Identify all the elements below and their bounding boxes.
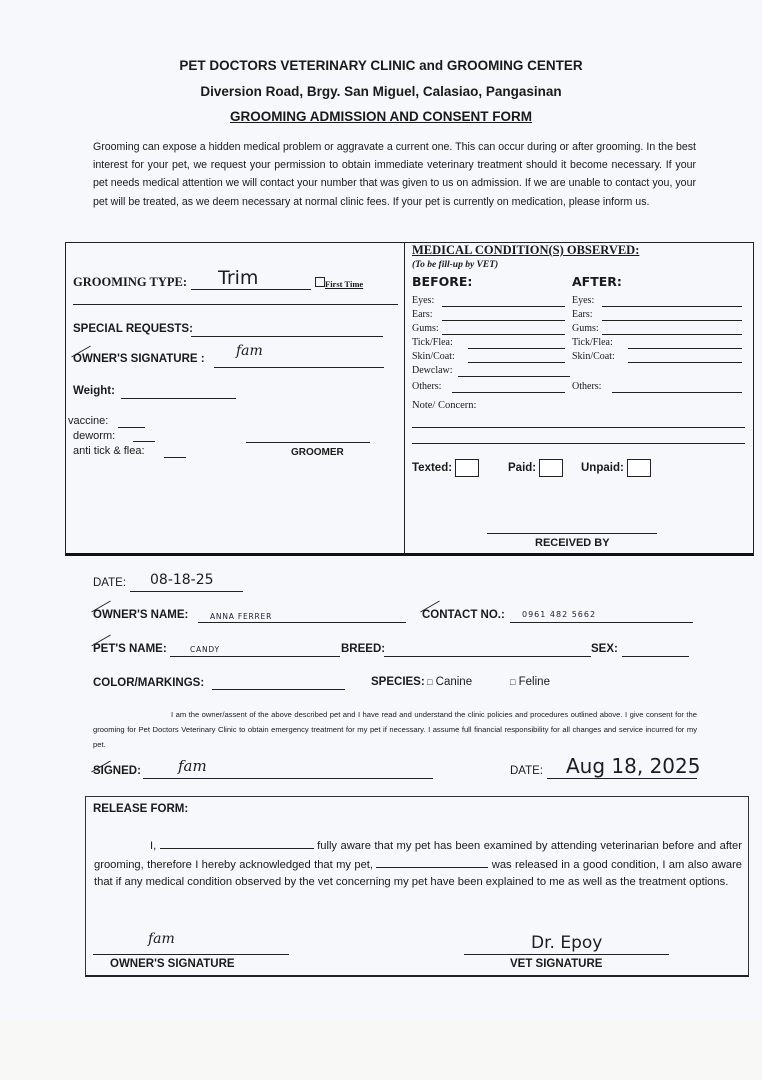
vet-signature-value: Dr. Epoy [531,933,603,953]
medical-section [404,242,754,556]
after-item-label: Skin/Coat: [572,351,615,362]
first-time-checkbox[interactable] [315,277,325,287]
sex-field[interactable] [622,656,689,657]
texted-label: Texted: [412,462,453,475]
release-text-2: fully aware that my pet has been examined by attending veterinarian before and after grooming, therefore I hereby acknowledged that my pet, [94,840,742,871]
date-label: DATE: [93,577,127,589]
before-item-label: Ears: [412,309,433,320]
after-item-label: Tick/Flea: [572,337,613,348]
contact-label: CONTACT NO.: [422,609,505,621]
after-item-field[interactable] [602,320,742,321]
before-item-label: Skin/Coat: [412,351,455,362]
before-item-field[interactable] [468,348,565,349]
before-heading: BEFORE: [412,274,473,289]
first-time-option[interactable] [315,277,363,289]
pet-name-label: PET'S NAME: [93,643,167,655]
before-item-field[interactable] [458,376,570,377]
vaccine-label: vaccine: [68,415,109,427]
sex-label: SEX: [591,643,618,655]
special-requests-label: SPECIAL REQUESTS: [73,323,193,335]
signed-field[interactable] [143,778,433,779]
special-requests-field[interactable] [191,336,383,337]
after-item-field[interactable] [612,392,742,393]
consent-date-field[interactable] [547,778,697,779]
owner-name-label: OWNER'S NAME: [93,609,189,621]
before-item-field[interactable] [452,392,565,393]
species-label: SPECIES: [371,676,425,688]
before-item-field[interactable] [442,334,565,335]
before-item-label: Dewclaw: [412,365,453,376]
owner-signature-label: OWNER'S SIGNATURE : [73,353,205,365]
contact-field[interactable] [510,622,693,623]
medical-title: MEDICAL CONDITION(S) OBSERVED: [412,243,640,257]
after-item-field[interactable] [628,348,742,349]
unpaid-option[interactable] [581,459,651,477]
deworm-label: deworm: [73,430,116,442]
pet-name-field[interactable] [170,656,340,657]
before-item-field[interactable] [442,306,565,307]
owner-name-field[interactable] [198,622,406,623]
breed-field[interactable] [384,656,591,657]
consent-date-value: Aug 18, 2025 [566,754,701,778]
signed-label: SIGNED: [93,765,141,777]
release-text-3: was released in a good condition, I am also aware that if any medical condition observed by the vet concerning my pet have been explained to me as well as the treatment options. [94,858,743,888]
intro-paragraph: Grooming can expose a hidden medical problem or aggravate a current one. This can occur during or after grooming. In the best interest for your pet, we request your permission to obtain immediate veterinary treatment should it become necessary. If your pet needs medical attention we will contact your number that was given to us on admission. If we are unable to contact you, your pet will be treated, as we deem necessary at normal clinic fees. If your pet is currently on medication, please inform us. [93,141,696,208]
date-value: 08-18-25 [150,572,214,588]
vaccine-field[interactable] [118,427,145,428]
anti-tick-flea-field[interactable] [164,457,186,458]
clinic-address: Diversion Road, Brgy. San Miguel, Calasiao, Pangasinan [200,84,562,99]
vet-signature-line[interactable] [464,954,669,955]
medical-subtitle: (To be fill-up by VET) [412,260,499,270]
signed-value: fam [178,757,207,775]
species-canine-option[interactable] [427,676,472,688]
species-feline-option[interactable] [510,676,550,688]
release-title: RELEASE FORM: [93,803,189,815]
before-item-label: Eyes: [412,295,435,306]
after-item-label: Gums: [572,323,599,334]
texted-option[interactable] [412,459,479,477]
unpaid-checkbox[interactable] [627,459,651,477]
release-pet-name-field[interactable] [376,856,488,868]
form-title: GROOMING ADMISSION AND CONSENT FORM [230,109,532,124]
feline-label: Feline [518,676,550,688]
deworm-field[interactable] [133,441,155,442]
grooming-type-value: Trim [218,267,259,289]
consent-date-label: DATE: [510,765,544,777]
anti-tick-flea-label: anti tick & flea: [73,445,145,457]
before-item-field[interactable] [468,362,565,363]
after-item-field[interactable] [602,334,742,335]
release-owner-signature-value: fam [148,931,175,947]
contact-value: 0961 482 5662 [522,610,597,619]
received-by-line[interactable] [487,533,657,534]
release-owner-signature-line[interactable] [93,954,289,955]
owner-signature-field[interactable] [214,367,384,368]
after-item-label: Others: [572,381,602,392]
paid-checkbox[interactable] [539,459,563,477]
after-item-label: Ears: [572,309,593,320]
grooming-extra-line [73,304,398,305]
color-markings-label: COLOR/MARKINGS: [93,677,205,689]
owner-signature-caption: OWNER'S SIGNATURE [110,958,235,970]
weight-field[interactable] [121,398,236,399]
grooming-type-field[interactable] [191,289,311,290]
unpaid-label: Unpaid: [581,462,624,475]
release-form-section [85,796,749,977]
breed-label: BREED: [341,643,386,655]
page-background [0,1020,762,1080]
clinic-name: PET DOCTORS VETERINARY CLINIC and GROOMING CENTER [179,58,583,73]
owner-name-value: ANNA FERRER [210,612,273,621]
after-item-label: Eyes: [572,295,595,306]
consent-text: I am the owner/assent of the above described pet and I have read and understand the clinic policies and procedures outlined above. I give consent for the grooming for Pet Doctors Veterinary Clinic to obtain emergency treatment for my pet if necessary. I assume full financial responsibility for all changes and service incurred for my pet. [93,710,697,749]
vet-signature-caption: VET SIGNATURE [510,958,603,970]
before-item-label: Others: [412,381,442,392]
note-line-2[interactable] [412,443,745,444]
canine-label: Canine [435,676,473,688]
after-item-field[interactable] [628,362,742,363]
note-concern-label: Note/ Concern: [412,400,477,411]
before-item-label: Gums: [412,323,439,334]
date-field[interactable] [130,591,243,592]
release-text-1: I, [150,840,157,852]
after-item-field[interactable] [602,306,742,307]
release-owner-name-field[interactable] [160,837,314,849]
release-text [94,837,742,892]
grooming-type-label: GROOMING TYPE: [73,275,188,289]
texted-checkbox[interactable] [455,459,479,477]
weight-label: Weight: [73,385,115,397]
canine-checkbox[interactable]: □ [427,677,433,687]
before-item-label: Tick/Flea: [412,337,453,348]
owner-signature-value: fam [236,343,263,359]
feline-checkbox[interactable]: □ [510,677,516,687]
paid-label: Paid: [508,462,537,475]
groomer-signature-line[interactable] [246,442,370,443]
grooming-section [65,242,406,556]
received-by-label: RECEIVED BY [535,537,610,549]
groomer-label: GROOMER [291,447,344,458]
before-item-field[interactable] [442,320,565,321]
pet-name-value: CANDY [190,645,220,654]
note-line-1[interactable] [412,427,745,428]
color-markings-field[interactable] [212,689,345,690]
first-time-label: First Time [325,279,364,289]
after-heading: AFTER: [572,274,622,289]
paid-option[interactable] [508,459,563,477]
